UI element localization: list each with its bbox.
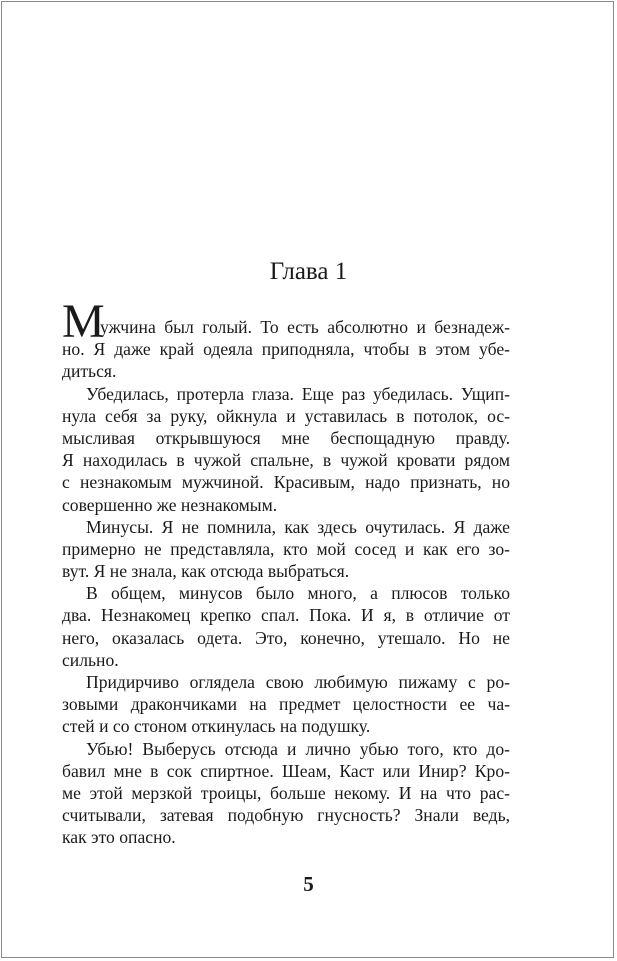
text-line: но. Я даже край одеяла приподняла, чтобы в этом убе- xyxy=(62,339,510,360)
text-line: него, оказалась одета. Это, конечно, утешало. Но не xyxy=(62,627,510,648)
text-line: нула себя за руку, ойкнула и уставилась в потолок, ос- xyxy=(62,405,510,426)
text-line: В общем, минусов было много, а плюсов только xyxy=(86,583,510,604)
text-line: считывали, затевая подобную гнусность? Знали ведь, xyxy=(62,805,510,826)
text-line: зовыми дракончиками на предмет целостности ее ча- xyxy=(62,694,510,715)
text-line: сильно. xyxy=(62,649,119,670)
text-line: Убедилась, протерла глаза. Еще раз убедилась. Ущип- xyxy=(86,383,510,404)
page-number: 5 xyxy=(303,872,314,896)
text-line: совершенно же незнакомым. xyxy=(62,494,278,515)
text-line: как это опасно. xyxy=(62,827,176,848)
text-line: бавил мне в сок спиртное. Шеам, Каст или Инир? Кро- xyxy=(62,760,510,781)
body-text xyxy=(62,295,510,849)
text-line: Придирчиво оглядела свою любимую пижаму с ро- xyxy=(86,672,510,692)
text-line: диться. xyxy=(62,361,117,382)
text-line: мысливая открывшуюся мне беспощадную правду. xyxy=(62,427,510,448)
text-line: два. Незнакомец крепко спал. Пока. И я, в отличие от xyxy=(62,605,510,626)
text-line: стей и со стоном откинулась на подушку. xyxy=(62,716,371,737)
text-line: вут. Я не знала, как отсюда выбраться. xyxy=(62,561,350,582)
text-line: ме этой мерзкой троицы, больше некому. И на что рас- xyxy=(62,782,510,803)
text-line: ужчина был голый. То есть абсолютно и безнадеж- xyxy=(100,317,510,337)
text-line: Я находилась в чужой спальне, в чужой кровати рядом xyxy=(62,450,510,471)
text-line: Минусы. Я не помнила, как здесь очутилась. Я даже xyxy=(86,516,510,537)
text-line: Убью! Выберусь отсюда и лично убью того, кто до- xyxy=(86,738,510,759)
chapter-title: Глава 1 xyxy=(269,258,348,285)
drop-cap: М xyxy=(62,295,105,348)
text-line: с незнакомым мужчиной. Красивым, надо признать, но xyxy=(62,472,510,493)
text-line: примерно не представляла, кто мой сосед и как его зо- xyxy=(62,538,510,559)
